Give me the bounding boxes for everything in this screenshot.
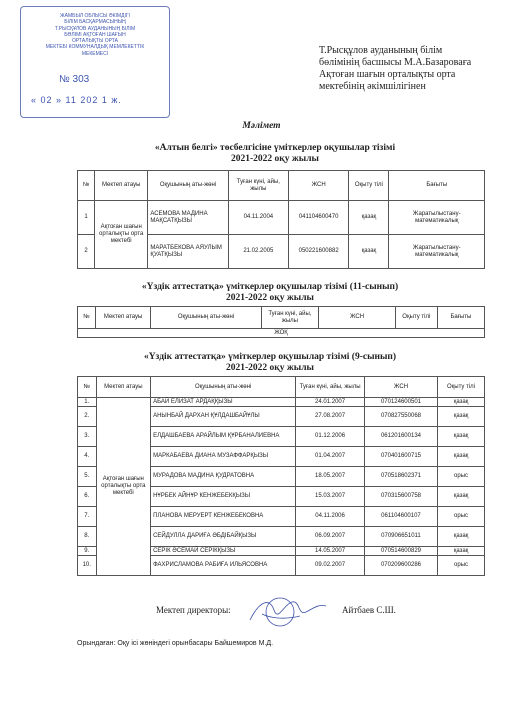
cell-iin: 070209600286	[364, 556, 437, 576]
col-header: Бағыты	[389, 171, 485, 201]
col-header: Оқыту тілі	[438, 377, 485, 398]
cell-dob: 14.05.2007	[296, 547, 365, 556]
section1-title	[100, 143, 450, 165]
cell-iin: 070518602371	[364, 467, 437, 487]
col-header: Бағыты	[437, 307, 484, 329]
cell-name: СЕЙДУЛЛА ДАРИҒА ӘБДІБАЙҚЫЗЫ	[151, 527, 296, 547]
cell-number: 1.	[78, 398, 97, 407]
cell-number: 4.	[78, 447, 97, 467]
cell-iin: 041104600470	[289, 201, 349, 235]
cell-name: АНЫНБАЙ ДАРХАН ҚҰЛДАШБАЙҰЛЫ	[151, 407, 296, 427]
director-name: Айтбаев С.Ш.	[342, 605, 396, 615]
col-header: Мектеп атауы	[96, 377, 151, 398]
cell-name: ЕЛДАШБАЕВА АРАЙЛЫМ ҚҰРБАНАЛИЕВНА	[151, 427, 296, 447]
cell-lang: қазақ	[438, 407, 485, 427]
cell-direction: Жаратылыстану-математикалық	[389, 201, 485, 235]
cell-name: АСЕМОВА МАДИНА МАҚСАТҚЫЗЫ	[148, 201, 228, 235]
document-heading: Мәлімет	[242, 121, 281, 131]
stamp-line: МЕКЕМЕСІ	[81, 50, 109, 57]
cell-dob: 01.04.2007	[296, 447, 365, 467]
cell-number: 3.	[78, 427, 97, 447]
cell-iin: 061104600107	[364, 507, 437, 527]
cell-number: 5.	[78, 467, 97, 487]
col-header: Туған күні, айы, жылы	[296, 377, 365, 398]
cell-dob: 01.12.2006	[296, 427, 365, 447]
col-header: №	[78, 171, 95, 201]
cell-dob: 21.02.2005	[228, 235, 288, 269]
cell-number: 6.	[78, 487, 97, 507]
cell-direction: Жаратылыстану-математикалық	[389, 235, 485, 269]
cell-name: АБАЙ ЕЛИЗАТ АРДАҚҚЫЗЫ	[151, 398, 296, 407]
cell-number: 2.	[78, 407, 97, 427]
cell-iin: 070401600715	[364, 447, 437, 467]
cell-dob: 04.11.2004	[228, 201, 288, 235]
cell-lang: қазақ	[349, 235, 389, 269]
cell-school: Ақтоған шағын орталықты орта мектебі	[96, 398, 151, 576]
section2-title	[90, 282, 450, 304]
section2-title-text: «Үздік аттестатқа» үміткерлер оқушылар тізімі (11-сынып)	[141, 282, 399, 292]
stamp-line: БІЛІМ БАСҚАРМАСЫНЫҢ	[64, 19, 126, 26]
cell-lang: орыс	[438, 507, 485, 527]
cell-name: ФАХРИСЛАМОВА РАБИҒА ИЛЬЯСОВНА	[151, 556, 296, 576]
cell-name: НҰРБЕК АЙНҰР КЕНЖЕБЕКҚЫЗЫ	[151, 487, 296, 507]
executor-note: Орындаған: Оқу ісі жөніндегі орынбасары Байшемиров М.Д.	[77, 640, 274, 647]
addressee-line: бөлімінің басшысы М.А.Базароваға	[319, 57, 472, 68]
stamp-reg-number: № 303	[59, 74, 90, 86]
section3-title	[90, 352, 450, 374]
col-header: Оқушының аты-жөні	[151, 377, 296, 398]
col-header: №	[78, 377, 97, 398]
cell-name: МАРАТБЕКОВА АЯУЛЫМ ҚУАТҚЫЗЫ	[148, 235, 228, 269]
cell-lang: қазақ	[438, 547, 485, 556]
stamp-line: МЕКТЕБІ КОММУНАЛДЫҚ МЕМЛЕКЕТТІК	[45, 44, 145, 51]
cell-iin: 050221600882	[289, 235, 349, 269]
stamp-reg-date: « 02 » 11 202 1 ж.	[31, 95, 122, 106]
cell-lang: қазақ	[438, 487, 485, 507]
stamp-line: Т.РЫСҚҰЛОВ АУДАНЫНЫҢ БІЛІМ	[54, 25, 136, 32]
cell-dob: 18.05.2007	[296, 467, 365, 487]
cell-lang: қазақ	[438, 447, 485, 467]
col-header: ЖСН	[319, 307, 396, 329]
section3-year: 2021-2022 оқу жылы	[226, 363, 314, 373]
addressee-line: мектебінің әкімшілігінен	[319, 81, 426, 92]
table-row	[78, 201, 485, 235]
cell-lang: қазақ	[349, 201, 389, 235]
cell-dob: 06.09.2007	[296, 527, 365, 547]
col-header: ЖСН	[364, 377, 437, 398]
col-header: Туған күні, айы, жылы	[228, 171, 288, 201]
cell-number: 2	[78, 235, 95, 269]
cell-dob: 15.03.2007	[296, 487, 365, 507]
col-header: №	[78, 307, 96, 329]
cell-lang: қазақ	[438, 427, 485, 447]
col-header: Мектеп атауы	[95, 307, 151, 329]
cell-number: 7.	[78, 507, 97, 527]
addressee-block	[319, 45, 519, 93]
col-header: Мектеп атауы	[95, 171, 148, 201]
cell-lang: орыс	[438, 467, 485, 487]
addressee-line: Т.Рысқұлов ауданының білім	[319, 45, 443, 56]
stamp-line: ЖАМБЫЛ ОБЛЫСЫ ӘКІМДІГІ	[60, 13, 130, 19]
cell-school: Ақтоған шағын орталықты орта мектебі	[95, 201, 148, 269]
col-header: Оқыту тілі	[349, 171, 389, 201]
cell-iin: 070124600501	[364, 398, 437, 407]
stamp-line: ОРТАЛЫҚТЫ ОРТА	[71, 38, 119, 45]
gold-sign-table	[77, 170, 485, 269]
director-role: Мектеп директоры:	[156, 605, 231, 615]
section2-year: 2021-2022 оқу жылы	[226, 293, 314, 303]
cell-number: 9.	[78, 547, 97, 556]
cell-dob: 24.01.2007	[296, 398, 365, 407]
cell-lang: орыс	[438, 556, 485, 576]
cell-name: МАРКАБАЕВА ДИАНА МУЗАФФАРҚЫЗЫ	[151, 447, 296, 467]
stamp-line: БӨЛІМІ АҚТОҒАН ШАҒЫН	[64, 31, 126, 38]
cell-lang: қазақ	[438, 398, 485, 407]
registration-stamp	[20, 6, 170, 118]
cell-iin: 070827550068	[364, 407, 437, 427]
section1-year: 2021-2022 оқу жылы	[231, 154, 319, 164]
cell-iin: 061201600134	[364, 427, 437, 447]
cell-dob: 09.02.2007	[296, 556, 365, 576]
best-certificate-11-table	[77, 306, 485, 338]
cell-name: МУРАДОВА МАДИНА ҚУДРАТОВНА	[151, 467, 296, 487]
col-header: ЖСН	[289, 171, 349, 201]
cell-dob: 27.08.2007	[296, 407, 365, 427]
addressee-line: Ақтоған шағын орталықты орта	[319, 69, 456, 80]
cell-number: 10.	[78, 556, 97, 576]
cell-name: СЕРІК ӘСЕМАЙ СЕРІКҚЫЗЫ	[151, 547, 296, 556]
empty-note: ЖОҚ	[78, 329, 485, 338]
cell-iin: 070514600829	[364, 547, 437, 556]
table-row	[78, 398, 485, 407]
cell-name: ПЛАНОВА МЕРУЕРТ КЕНЖЕБЕКОВНА	[151, 507, 296, 527]
col-header: Оқушының аты-жөні	[151, 307, 261, 329]
cell-iin: 070315600758	[364, 487, 437, 507]
col-header: Оқушының аты-жөні	[148, 171, 228, 201]
best-certificate-9-table	[77, 376, 485, 576]
cell-iin: 070906651011	[364, 527, 437, 547]
cell-dob: 04.11.2006	[296, 507, 365, 527]
section1-title-text: «Алтын белгі» төсбелгісіне үміткерлер оқушылар тізімі	[154, 143, 396, 153]
col-header: Оқыту тілі	[395, 307, 437, 329]
handwritten-signature	[240, 590, 330, 630]
col-header: Туған күні, айы, жылы	[261, 307, 319, 329]
cell-number: 1	[78, 201, 95, 235]
cell-lang: қазақ	[438, 527, 485, 547]
cell-number: 8.	[78, 527, 97, 547]
section3-title-text: «Үздік аттестатқа» үміткерлер оқушылар тізімі (9-сынып)	[143, 352, 397, 362]
